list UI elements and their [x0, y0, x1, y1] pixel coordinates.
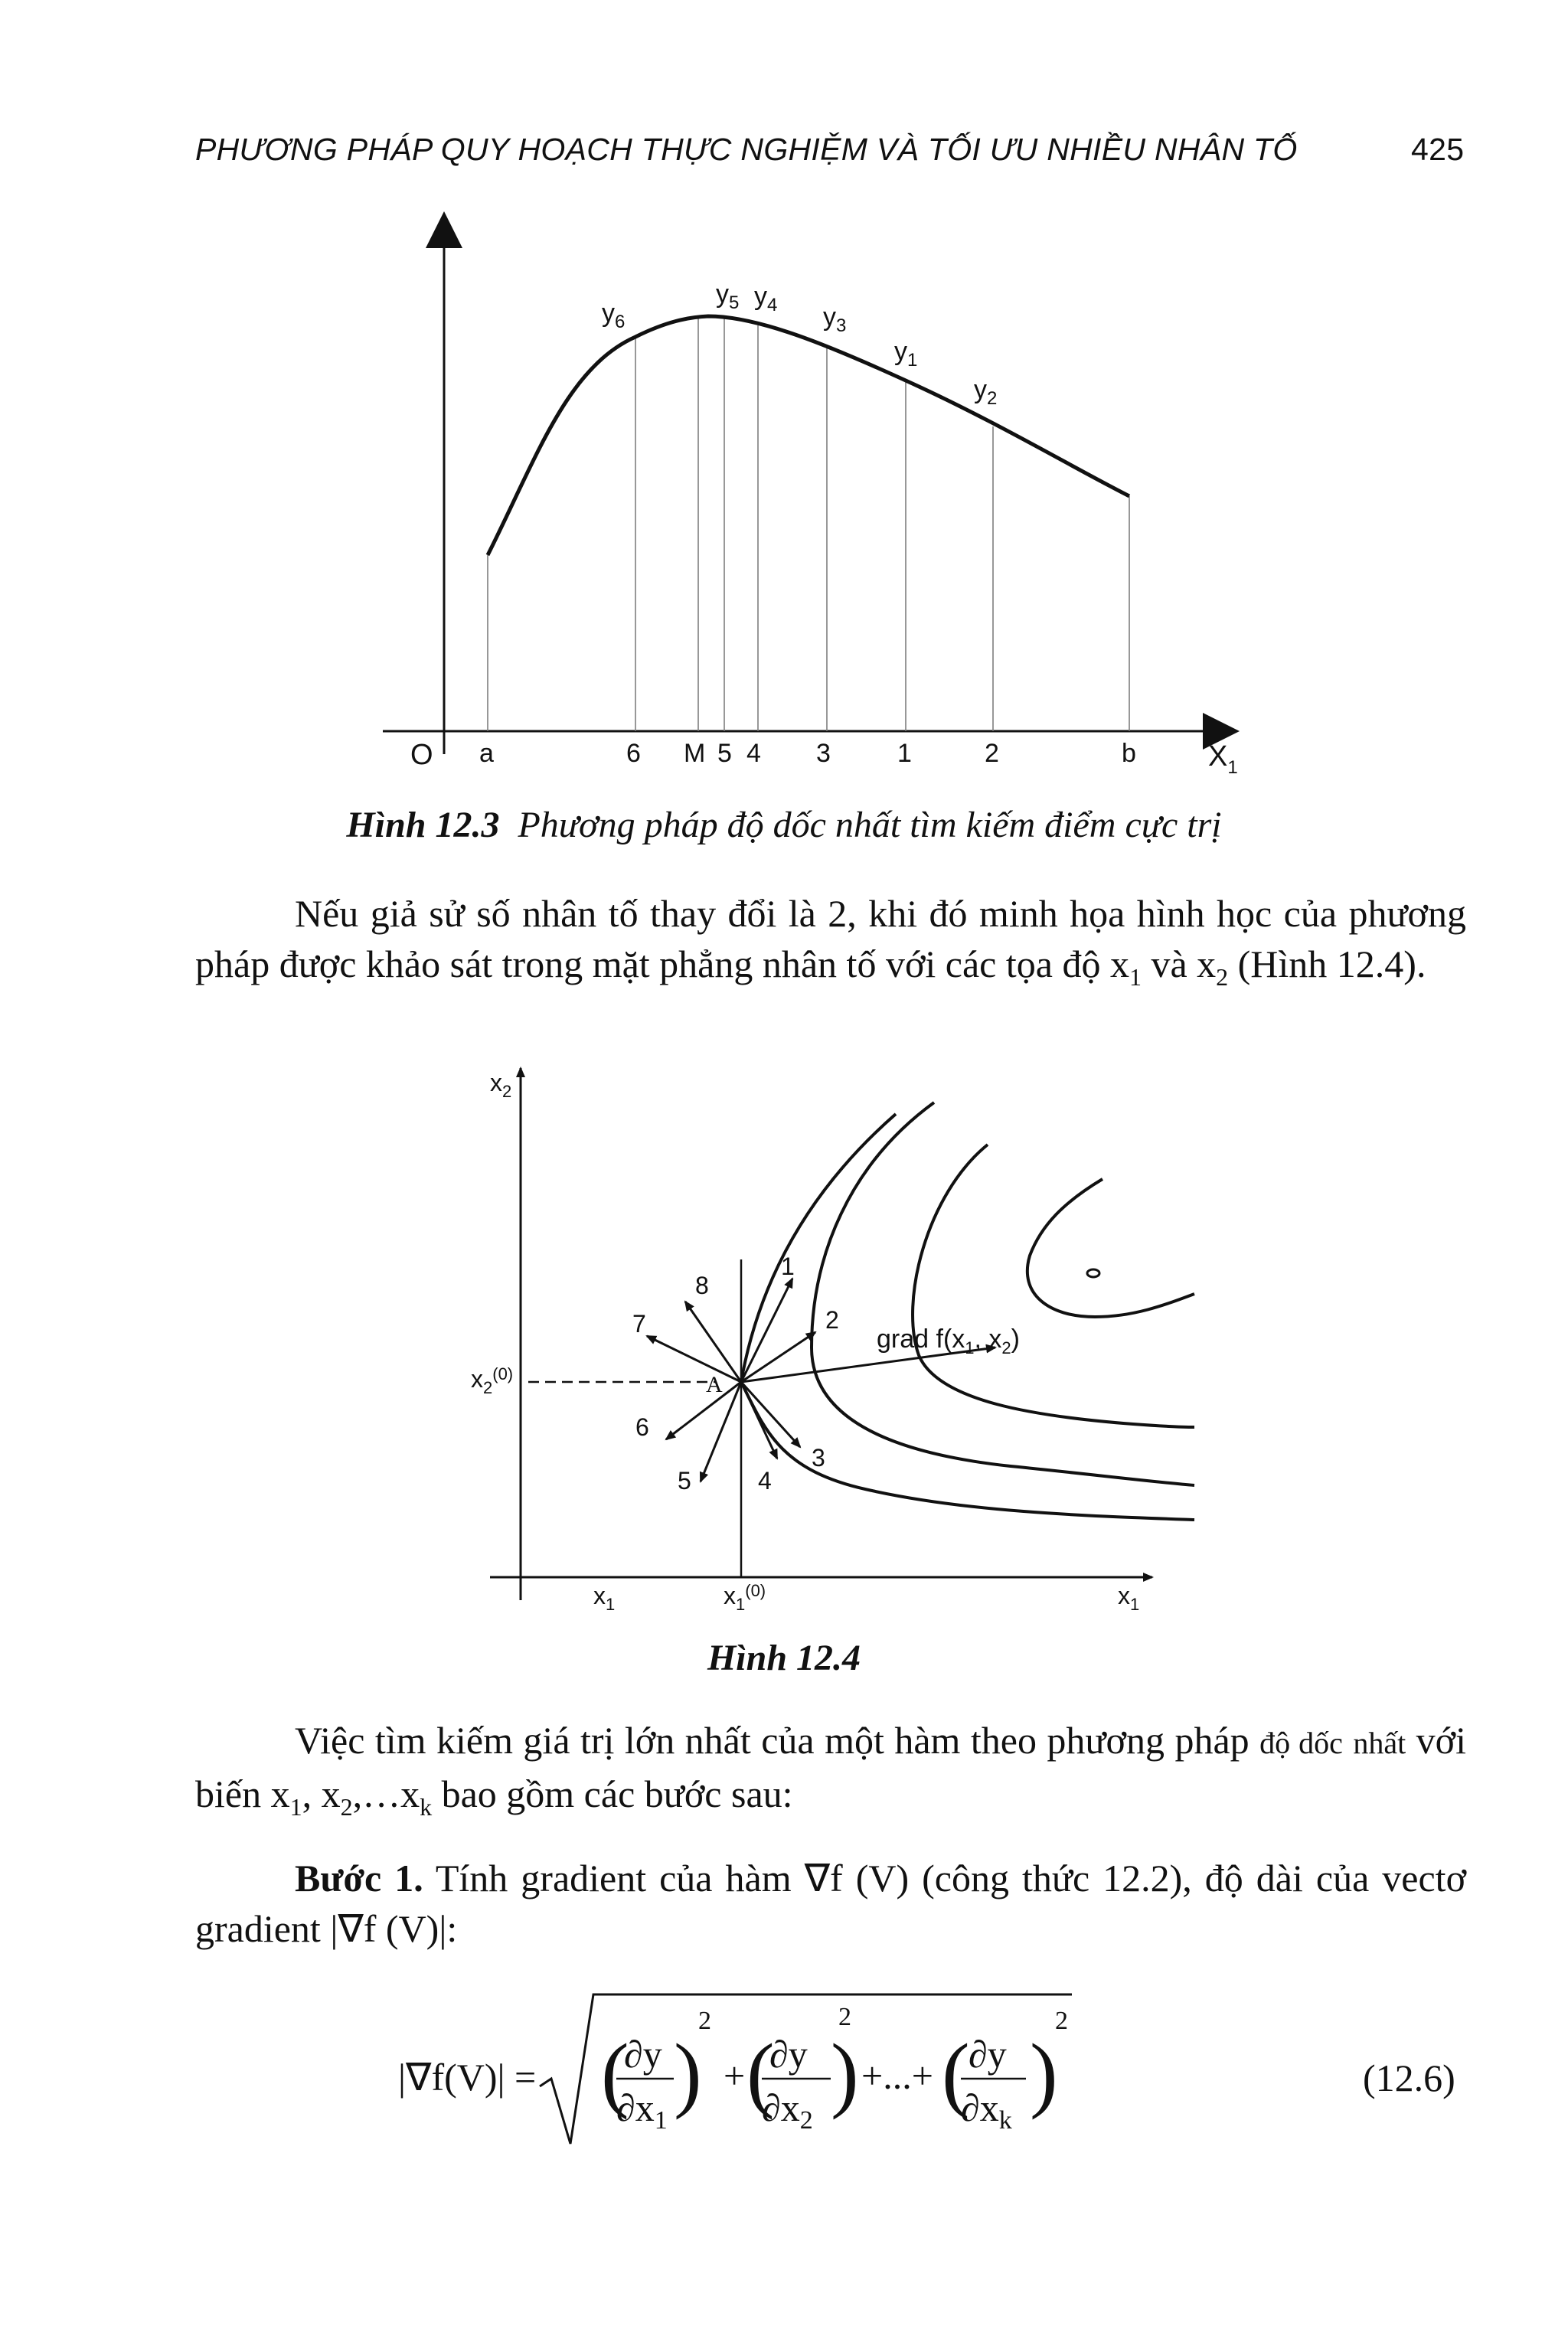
label-m: M — [684, 739, 706, 768]
label-axis-x1: $X_1$ — [1208, 740, 1238, 778]
label-arrow-2: 2 — [825, 1306, 839, 1334]
eq-paren-open-k: ( — [942, 2027, 970, 2120]
eq-exp-k: 2 — [1055, 2007, 1068, 2035]
label-arrow-8: 8 — [695, 1272, 709, 1299]
label-y2: $y_2$ — [974, 375, 998, 409]
contour-2 — [812, 1102, 1194, 1485]
label-x1: 1 — [897, 739, 912, 768]
label-grad: grad $f(x_1$, $x_2$) — [877, 1325, 1020, 1357]
label-x2-0: $x_2^{(0)}$ — [471, 1364, 514, 1397]
para2-text-a: Việc tìm kiếm giá trị lớn nhất của một hàm theo phương pháp — [295, 1719, 1250, 1762]
para2-small-1: độ dốc — [1259, 1726, 1343, 1760]
caption-label-12-4: Hình 12.4 — [707, 1638, 861, 1678]
eq-paren-open-2: ( — [746, 2027, 775, 2120]
eq-den-2: $\partial x_2$ — [762, 2086, 813, 2135]
paragraph-2 — [195, 1715, 1466, 1832]
eq-num-1: ∂y — [624, 2033, 662, 2076]
para1-text-a: Nếu giả sử số nhân tố thay đổi là 2, khi đó minh họa hình học của phương pháp được khảo sát trong mặt phẳng nhân tố với các tọa độ x — [195, 892, 1466, 985]
label-y4: $y_4$ — [754, 282, 778, 315]
label-x1-0: $x_1^{(0)}$ — [724, 1581, 766, 1614]
eq-paren-close-2: ) — [831, 2027, 859, 2120]
eq-num-k: ∂y — [969, 2033, 1007, 2076]
step-1-text: Tính gradient của hàm ∇f (V) (công thức 12.2), độ dài của vectơ gradient |∇f (V)|: — [195, 1857, 1467, 1950]
eq-plus-1: + — [724, 2054, 746, 2097]
label-x2: 2 — [985, 739, 999, 768]
label-arrow-5: 5 — [678, 1467, 691, 1494]
eq-paren-close-k: ) — [1030, 2027, 1058, 2120]
contour-3 — [913, 1145, 1194, 1427]
arrow-8 — [685, 1302, 741, 1382]
optimum-center — [1087, 1269, 1099, 1277]
figure-12-4-caption — [0, 1637, 1568, 1679]
label-y3: $y_3$ — [823, 302, 847, 336]
label-origin: O — [410, 739, 433, 771]
caption-label-12-3: Hình 12.3 — [346, 805, 500, 845]
label-point-a: A — [706, 1372, 723, 1397]
contour-4 — [1027, 1179, 1194, 1317]
eq-dots: +...+ — [861, 2054, 933, 2097]
step-1-label: Bước 1. — [295, 1857, 423, 1900]
label-y5: $y_5$ — [716, 279, 740, 313]
eq-den-k: $\partial x_k$ — [961, 2086, 1012, 2135]
running-title: PHƯƠNG PHÁP QUY HOẠCH THỰC NGHIỆM VÀ TỐI ƯU NHIỀU NHÂN TỐ — [195, 132, 1298, 167]
eq-radical — [540, 1994, 1072, 2144]
contour-1 — [741, 1114, 896, 1382]
contour-1-lower — [741, 1382, 1194, 1520]
caption-text-12-3: Phương pháp độ dốc nhất tìm kiếm điểm cực trị — [518, 805, 1222, 845]
para1-text-b: và x — [1141, 942, 1217, 985]
label-axis-x2: $x_2$ — [490, 1069, 512, 1101]
para2-text-d: ,…x — [352, 1772, 420, 1815]
label-x1-left: $x_1$ — [593, 1582, 616, 1614]
label-y1: $y_1$ — [894, 337, 918, 371]
label-arrow-6: 6 — [635, 1413, 649, 1441]
arrow-4 — [741, 1382, 777, 1459]
arrow-7 — [647, 1336, 741, 1382]
label-arrow-7: 7 — [632, 1310, 646, 1338]
para2-text-b: với biến x — [195, 1719, 1466, 1815]
label-arrow-3: 3 — [812, 1444, 825, 1472]
label-x3: 3 — [816, 739, 831, 768]
page-number: 425 — [1411, 132, 1465, 167]
label-x4: 4 — [746, 739, 761, 768]
eq-paren-open-1: ( — [601, 2027, 629, 2120]
eq-lhs: |∇f(V)| = — [398, 2056, 537, 2099]
eq-num-2: ∂y — [769, 2033, 808, 2076]
para2-text-e: bao gồm các bước sau: — [432, 1772, 793, 1815]
para1-sub-1: 1 — [1129, 963, 1142, 991]
label-a: a — [479, 739, 494, 768]
label-x6: 6 — [626, 739, 641, 768]
eq-exp-2: 2 — [838, 2003, 851, 2031]
paragraph-3 — [195, 1853, 1466, 1954]
para1-text-c: (Hình 12.4). — [1228, 942, 1426, 985]
label-arrow-1: 1 — [781, 1253, 795, 1280]
label-arrow-4: 4 — [758, 1467, 772, 1494]
para2-sub-k: k — [420, 1793, 433, 1821]
para2-sub-1: 1 — [289, 1793, 302, 1821]
contour-lines — [741, 1102, 1194, 1520]
para2-sub-2: 2 — [340, 1793, 353, 1821]
label-x5: 5 — [717, 739, 732, 768]
label-axis-x1-right: $x_1$ — [1118, 1582, 1140, 1614]
label-y6: $y_6$ — [602, 299, 626, 332]
eq-exp-1: 2 — [698, 2007, 711, 2035]
equation-number: (12.6) — [1363, 2056, 1455, 2099]
label-b: b — [1122, 739, 1136, 768]
para2-small-2: nhất — [1353, 1726, 1406, 1760]
eq-den-1: $\partial x_1$ — [616, 2086, 668, 2135]
eq-paren-close-1: ) — [674, 2027, 702, 2120]
para1-sub-2: 2 — [1216, 963, 1229, 991]
para2-text-c: , x — [302, 1772, 341, 1815]
